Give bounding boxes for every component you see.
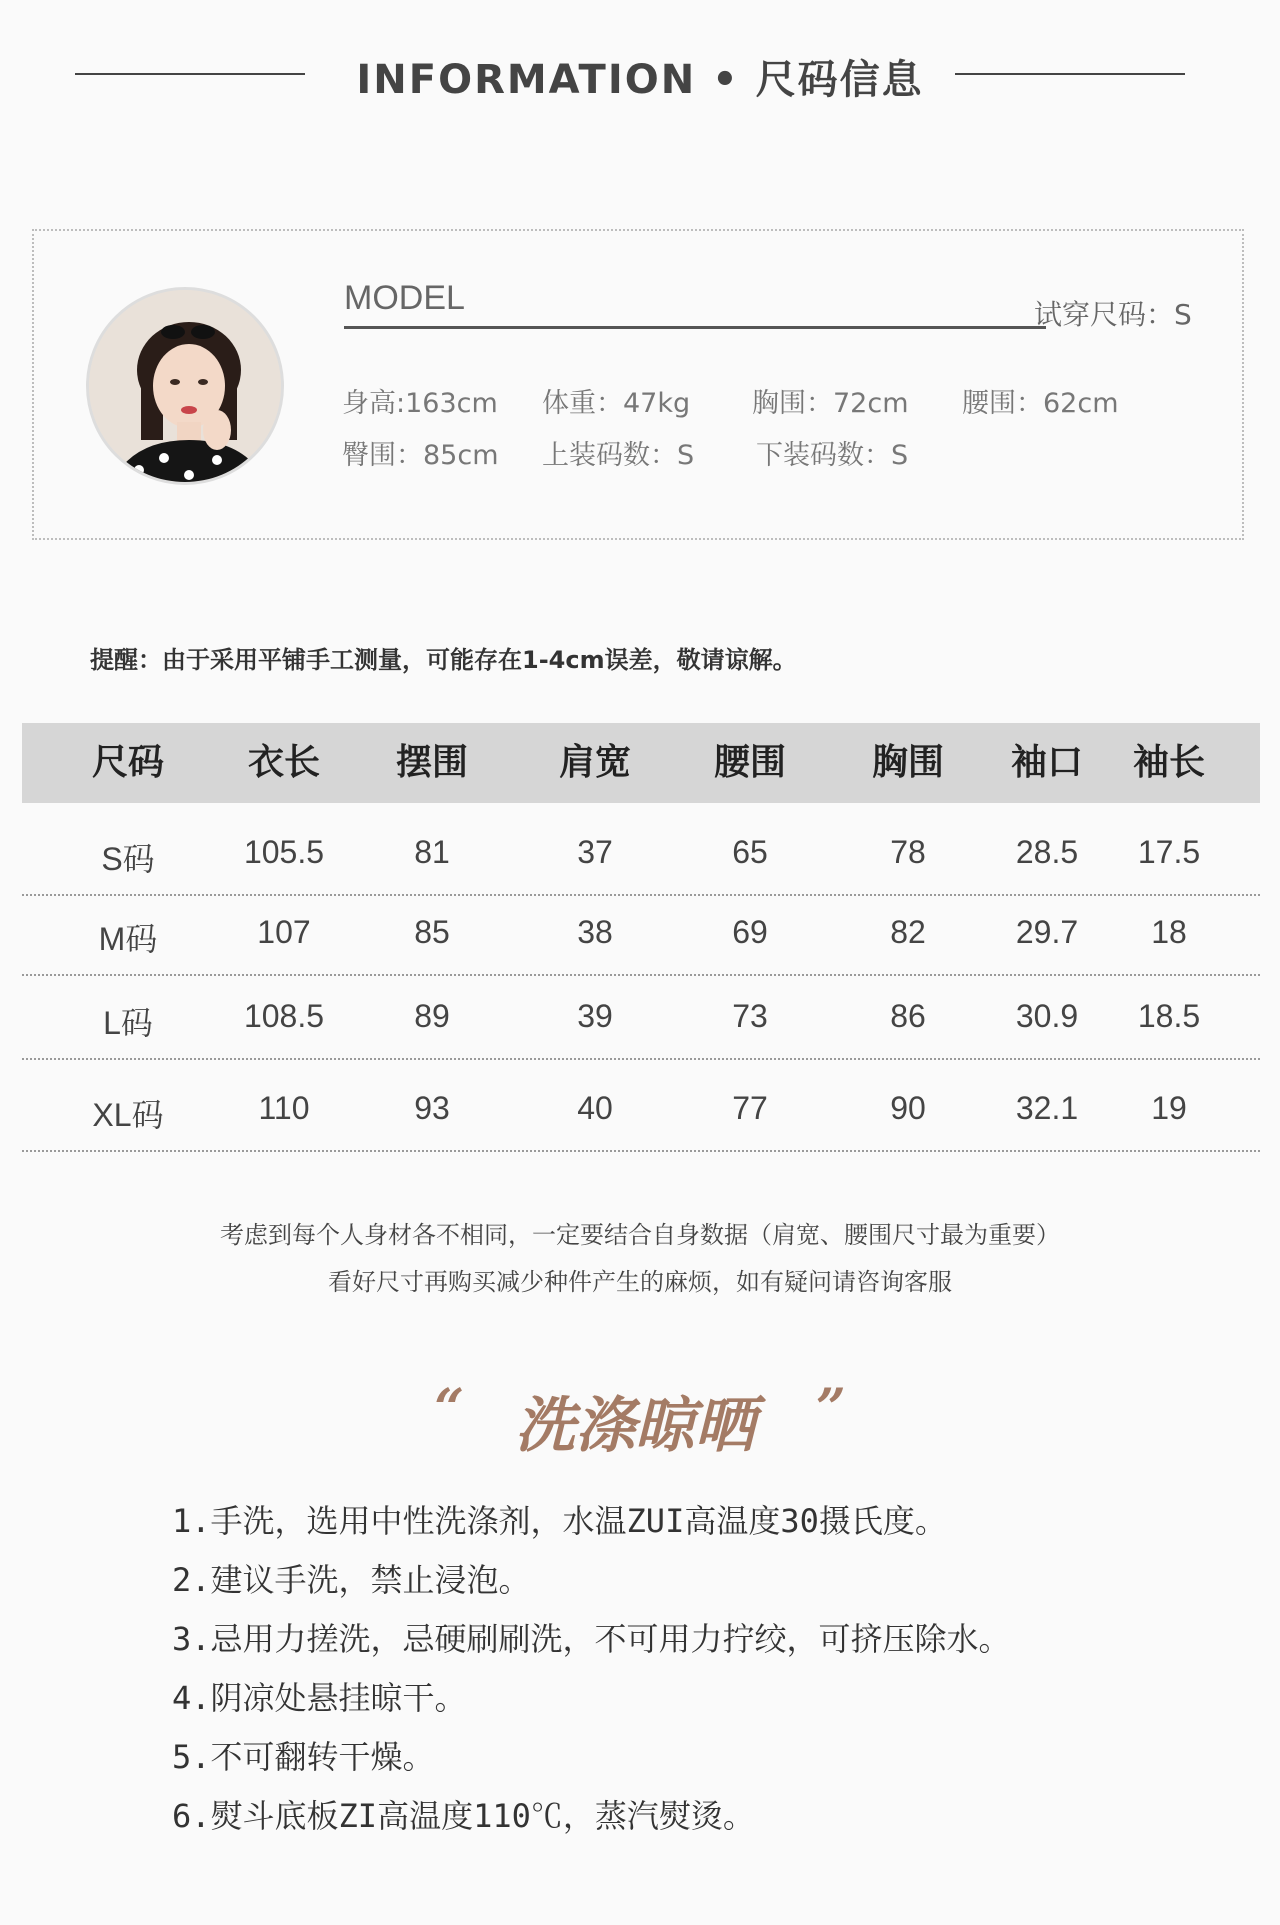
size-table-cell: 40 (577, 1090, 613, 1126)
model-portrait-icon (89, 290, 284, 485)
size-table-cell: 65 (732, 834, 768, 870)
wash-item: 5.不可翻转干燥。 (172, 1738, 435, 1776)
size-table-cell: S码 (101, 841, 155, 877)
size-table-cell: 77 (732, 1090, 768, 1126)
measurement-reminder: 提醒：由于采用平铺手工测量，可能存在1-4cm误差，敬请谅解。 (90, 646, 797, 674)
size-table-cell: 86 (890, 998, 926, 1034)
wash-item: 4.阴凉处悬挂晾干。 (172, 1679, 467, 1717)
size-table-cell: 30.9 (1015, 998, 1079, 1034)
page-title: INFORMATION • 尺码信息 (356, 57, 924, 103)
wash-item: 1.手洗，选用中性洗涤剂，水温ZUI高温度30摄氏度。 (172, 1502, 947, 1540)
model-underline (344, 326, 1046, 329)
size-table-cell: M码 (98, 921, 158, 957)
trial-size: 试穿尺码：S (1034, 298, 1192, 331)
quote-open: “ (434, 1378, 465, 1439)
size-table-cell: 107 (257, 914, 311, 950)
size-table-cell: 105.5 (243, 834, 325, 870)
size-table-cell: 93 (414, 1090, 450, 1126)
size-table-cell: 32.1 (1015, 1090, 1079, 1126)
stat-weight: 体重：47kg (542, 388, 691, 419)
note-line-2: 看好尺寸再购买减少种件产生的麻烦，如有疑问请咨询客服 (328, 1268, 952, 1296)
col-header-waist: 腰围 (713, 742, 787, 783)
size-table-cell: 39 (577, 998, 613, 1034)
col-header-size: 尺码 (91, 742, 165, 783)
size-table-cell: 82 (890, 914, 926, 950)
col-header-shoulder: 肩宽 (558, 742, 632, 783)
size-table-cell: 38 (577, 914, 613, 950)
col-header-length: 衣长 (247, 742, 321, 783)
size-table-cell: 90 (890, 1090, 926, 1126)
size-table-row (22, 1068, 1260, 1152)
wash-item: 3.忌用力搓洗，忌硬刷刷洗，不可用力拧绞，可挤压除水。 (172, 1620, 1011, 1658)
wash-section-title (0, 1378, 1280, 1464)
wash-item: 6.熨斗底板ZI高温度110℃，蒸汽熨烫。 (172, 1797, 755, 1835)
size-table-cell: XL码 (92, 1097, 164, 1133)
size-table-cell: 28.5 (1015, 834, 1079, 870)
size-table-row (22, 812, 1260, 896)
size-table-cell: 78 (890, 834, 926, 870)
size-table-header (22, 723, 1260, 803)
size-table-cell: L码 (103, 1005, 153, 1041)
col-header-bust: 胸围 (871, 742, 945, 783)
col-header-cuff: 袖口 (1010, 742, 1084, 783)
model-avatar (86, 287, 284, 485)
col-header-hem: 摆围 (395, 742, 469, 783)
quote-close: ” (815, 1378, 846, 1439)
note-line-1: 考虑到每个人身材各不相同，一定要结合自身数据（肩宽、腰围尺寸最为重要） (220, 1221, 1060, 1249)
size-table-cell: 29.7 (1015, 914, 1079, 950)
size-table-row (22, 892, 1260, 976)
size-table-cell: 89 (414, 998, 450, 1034)
size-table-cell: 81 (414, 834, 450, 870)
model-label: MODEL (344, 279, 465, 317)
size-table-cell: 73 (732, 998, 768, 1034)
stat-top-size: 上装码数：S (542, 440, 695, 471)
model-info-card (32, 229, 1244, 540)
size-table-cell: 18 (1151, 914, 1187, 950)
stat-hip: 臀围：85cm (342, 440, 499, 471)
size-table-cell: 37 (577, 834, 613, 870)
stat-waist: 腰围：62cm (962, 388, 1119, 419)
size-table-row (22, 976, 1260, 1060)
size-table-cell: 69 (732, 914, 768, 950)
size-table-cell: 85 (414, 914, 450, 950)
stat-bust: 胸围：72cm (752, 388, 909, 419)
size-table-cell: 19 (1151, 1090, 1187, 1126)
wash-item: 2.建议手洗，禁止浸泡。 (172, 1561, 531, 1599)
size-table-cell: 110 (258, 1090, 310, 1126)
size-table-cell: 17.5 (1137, 834, 1201, 870)
size-table-cell: 18.5 (1137, 998, 1201, 1034)
stat-height: 身高:163cm (342, 388, 498, 419)
size-table-cell: 108.5 (243, 998, 325, 1034)
stat-bottom-size: 下装码数：S (756, 440, 909, 471)
wash-title-text: 洗涤晾晒 (515, 1391, 755, 1461)
col-header-sleeve: 袖长 (1132, 742, 1206, 783)
